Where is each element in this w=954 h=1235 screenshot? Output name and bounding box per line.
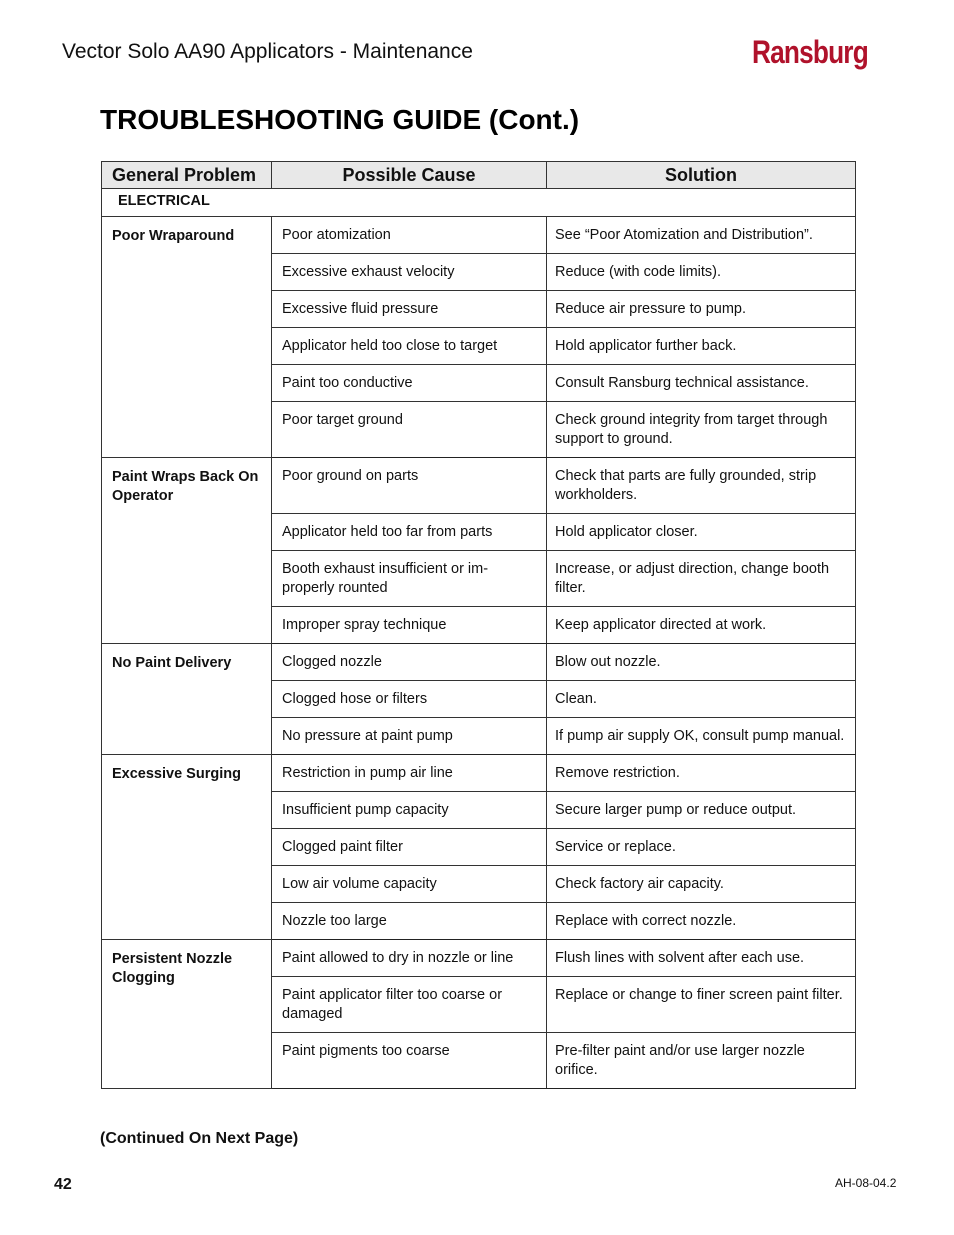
document-header-title: Vector Solo AA90 Applicators - Maintenance (62, 40, 473, 63)
general-problem-cell: No Paint Delivery (102, 644, 272, 755)
general-problem-cell: Poor Wraparound (102, 217, 272, 458)
possible-cause-cell: Poor target ground (272, 402, 547, 458)
possible-cause-cell: Poor ground on parts (272, 458, 547, 514)
possible-cause-cell: Insufficient pump capacity (272, 792, 547, 829)
possible-cause-cell: Booth exhaust insufficient or im-properly rounted (272, 551, 547, 607)
continued-note: (Continued On Next Page) (100, 1130, 299, 1147)
possible-cause-cell: Clogged hose or filters (272, 681, 547, 718)
solution-cell: Secure larger pump or reduce output. (547, 792, 856, 829)
troubleshooting-table (101, 161, 856, 1089)
page-number: 42 (54, 1176, 72, 1193)
solution-cell: Blow out nozzle. (547, 644, 856, 681)
column-header-cause: Possible Cause (272, 162, 547, 189)
possible-cause-cell: Paint pigments too coarse (272, 1033, 547, 1089)
possible-cause-cell: Excessive fluid pressure (272, 291, 547, 328)
solution-cell: Service or replace. (547, 829, 856, 866)
solution-cell: Replace or change to finer screen paint filter. (547, 977, 856, 1033)
section-row (102, 189, 856, 217)
solution-cell: Reduce air pressure to pump. (547, 291, 856, 328)
solution-cell: If pump air supply OK, consult pump manual. (547, 718, 856, 755)
table-header-row (102, 162, 856, 189)
column-header-problem: General Problem (102, 162, 272, 189)
solution-cell: Hold applicator further back. (547, 328, 856, 365)
table-row (102, 940, 856, 977)
possible-cause-cell: Applicator held too close to target (272, 328, 547, 365)
possible-cause-cell: Paint allowed to dry in nozzle or line (272, 940, 547, 977)
possible-cause-cell: Nozzle too large (272, 903, 547, 940)
possible-cause-cell: Clogged nozzle (272, 644, 547, 681)
solution-cell: Keep applicator directed at work. (547, 607, 856, 644)
table-row (102, 217, 856, 254)
solution-cell: Pre-filter paint and/or use larger nozzle orifice. (547, 1033, 856, 1089)
possible-cause-cell: Paint too conductive (272, 365, 547, 402)
possible-cause-cell: Paint applicator filter too coarse or damaged (272, 977, 547, 1033)
table-row (102, 458, 856, 514)
solution-cell: Clean. (547, 681, 856, 718)
general-problem-cell: Paint Wraps Back On Operator (102, 458, 272, 644)
possible-cause-cell: Restriction in pump air line (272, 755, 547, 792)
general-problem-cell: Excessive Surging (102, 755, 272, 940)
solution-cell: Remove restriction. (547, 755, 856, 792)
possible-cause-cell: Clogged paint filter (272, 829, 547, 866)
page-title: TROUBLESHOOTING GUIDE (Cont.) (100, 104, 580, 135)
solution-cell: Increase, or adjust direction, change booth filter. (547, 551, 856, 607)
possible-cause-cell: No pressure at paint pump (272, 718, 547, 755)
table-row (102, 755, 856, 792)
brand-logo: Ransburg (752, 34, 868, 70)
solution-cell: See “Poor Atomization and Distribution”. (547, 217, 856, 254)
solution-cell: Check factory air capacity. (547, 866, 856, 903)
solution-cell: Check ground integrity from target through support to ground. (547, 402, 856, 458)
solution-cell: Flush lines with solvent after each use. (547, 940, 856, 977)
possible-cause-cell: Applicator held too far from parts (272, 514, 547, 551)
table-row (102, 644, 856, 681)
document-id: AH-08-04.2 (835, 1176, 897, 1190)
general-problem-cell: Persistent Nozzle Clogging (102, 940, 272, 1089)
section-label: ELECTRICAL (102, 189, 856, 217)
possible-cause-cell: Improper spray technique (272, 607, 547, 644)
possible-cause-cell: Low air volume capacity (272, 866, 547, 903)
possible-cause-cell: Excessive exhaust velocity (272, 254, 547, 291)
solution-cell: Check that parts are fully grounded, strip workholders. (547, 458, 856, 514)
solution-cell: Replace with correct nozzle. (547, 903, 856, 940)
solution-cell: Hold applicator closer. (547, 514, 856, 551)
possible-cause-cell: Poor atomization (272, 217, 547, 254)
column-header-solution: Solution (547, 162, 856, 189)
solution-cell: Consult Ransburg technical assistance. (547, 365, 856, 402)
solution-cell: Reduce (with code limits). (547, 254, 856, 291)
